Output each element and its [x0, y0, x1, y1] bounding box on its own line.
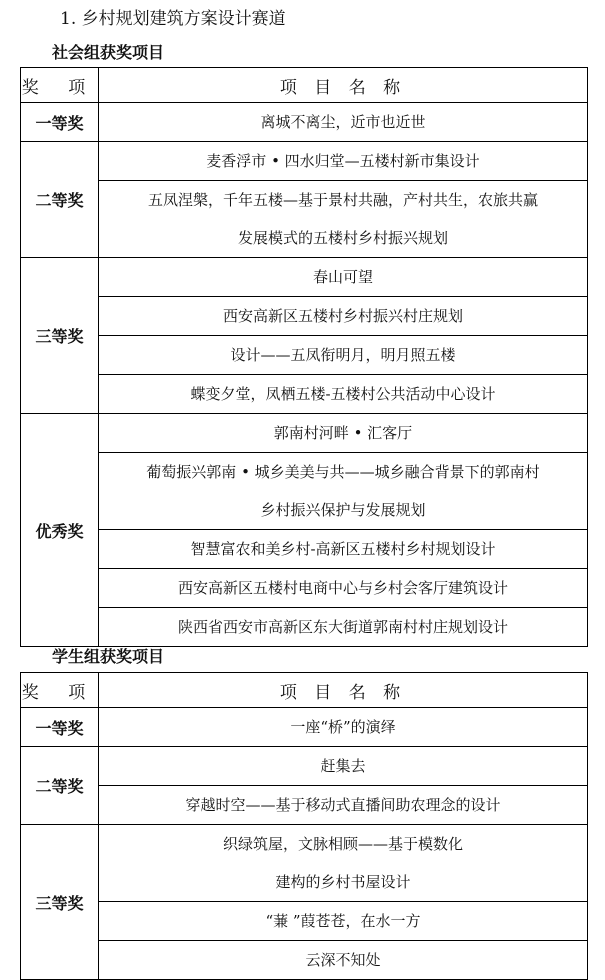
table-row — [21, 708, 588, 747]
table-row — [21, 453, 588, 530]
project-name — [99, 569, 588, 608]
project-name-line: 织绿筑屋，文脉相顾——基于模数化 — [222, 835, 463, 853]
table-row — [21, 825, 588, 902]
header-award: 奖 项 — [21, 68, 99, 103]
project-name-line: 春山可望 — [312, 268, 373, 286]
table-row — [21, 414, 588, 453]
project-name — [99, 336, 588, 375]
award-level: 优秀奖 — [21, 414, 99, 647]
project-name — [99, 941, 588, 980]
project-name-line: 西安高新区五楼村电商中心与乡村会客厅建筑设计 — [177, 579, 508, 597]
project-name-line: 麦香浮市 • 四水归堂—五楼村新市集设计 — [206, 152, 480, 170]
table-header-row — [21, 68, 588, 103]
project-name-line: “蒹 ”葭苍苍，在水一方 — [265, 912, 421, 930]
project-name-line: 一座“桥”的演绎 — [290, 718, 396, 736]
project-name — [99, 142, 588, 181]
table-row — [21, 902, 588, 941]
project-name — [99, 181, 588, 258]
table-row — [21, 530, 588, 569]
table-row — [21, 181, 588, 258]
table-row — [21, 297, 588, 336]
project-name-line: 智慧富农和美乡村-高新区五楼村乡村规划设计 — [190, 540, 496, 558]
project-name — [99, 103, 588, 142]
award-level: 二等奖 — [21, 142, 99, 258]
table-row — [21, 608, 588, 647]
student-awards-table — [20, 672, 588, 980]
table-row — [21, 258, 588, 297]
project-name-line: 五凤涅槃，千年五楼—基于景村共融，产村共生，农旅共赢 — [147, 191, 538, 209]
table-row — [21, 569, 588, 608]
project-name-line: 离城不离尘，近市也近世 — [260, 113, 426, 131]
project-name — [99, 747, 588, 786]
award-level: 三等奖 — [21, 258, 99, 414]
project-name-line: 西安高新区五楼村乡村振兴村庄规划 — [222, 307, 463, 325]
project-name-line: 穿越时空——基于移动式直播间助农理念的设计 — [185, 796, 501, 814]
table-row — [21, 375, 588, 414]
table-row — [21, 941, 588, 980]
award-level: 一等奖 — [21, 103, 99, 142]
project-name-line: 建构的乡村书屋设计 — [275, 873, 411, 891]
project-name-line: 发展模式的五楼村乡村振兴规划 — [237, 229, 448, 247]
project-name-line: 郭南村河畔 • 汇客厅 — [273, 424, 413, 442]
table-header-row — [21, 673, 588, 708]
table-row — [21, 142, 588, 181]
award-level: 二等奖 — [21, 747, 99, 825]
project-name — [99, 902, 588, 941]
social-group-title: 社会组获奖项目 — [52, 43, 165, 62]
project-name-line: 葡萄振兴郭南 • 城乡美美与共——城乡融合背景下的郭南村 — [146, 463, 540, 481]
project-name — [99, 786, 588, 825]
table-row — [21, 747, 588, 786]
student-group-title: 学生组获奖项目 — [52, 647, 165, 666]
project-name-line: 云深不知处 — [305, 951, 381, 969]
award-level: 三等奖 — [21, 825, 99, 980]
table-row — [21, 336, 588, 375]
project-name — [99, 258, 588, 297]
project-name — [99, 530, 588, 569]
social-awards-table — [20, 67, 588, 647]
project-name — [99, 414, 588, 453]
table-row — [21, 786, 588, 825]
header-project-name: 项 目 名 称 — [99, 68, 588, 103]
header-award: 奖 项 — [21, 673, 99, 708]
project-name-line: 陕西省西安市高新区东大街道郭南村村庄规划设计 — [177, 618, 508, 636]
award-level: 一等奖 — [21, 708, 99, 747]
table-row — [21, 103, 588, 142]
project-name — [99, 608, 588, 647]
project-name-line: 乡村振兴保护与发展规划 — [260, 501, 426, 519]
project-name — [99, 708, 588, 747]
project-name — [99, 375, 588, 414]
header-project-name: 项 目 名 称 — [99, 673, 588, 708]
project-name — [99, 453, 588, 530]
project-name — [99, 297, 588, 336]
project-name-line: 赶集去 — [320, 757, 366, 775]
document-title: 1. 乡村规划建筑方案设计赛道 — [60, 9, 286, 29]
project-name-line: 设计——五凤衔明月，明月照五楼 — [230, 346, 456, 364]
project-name — [99, 825, 588, 902]
project-name-line: 蝶变夕堂，凤栖五楼-五楼村公共活动中心设计 — [190, 385, 496, 403]
